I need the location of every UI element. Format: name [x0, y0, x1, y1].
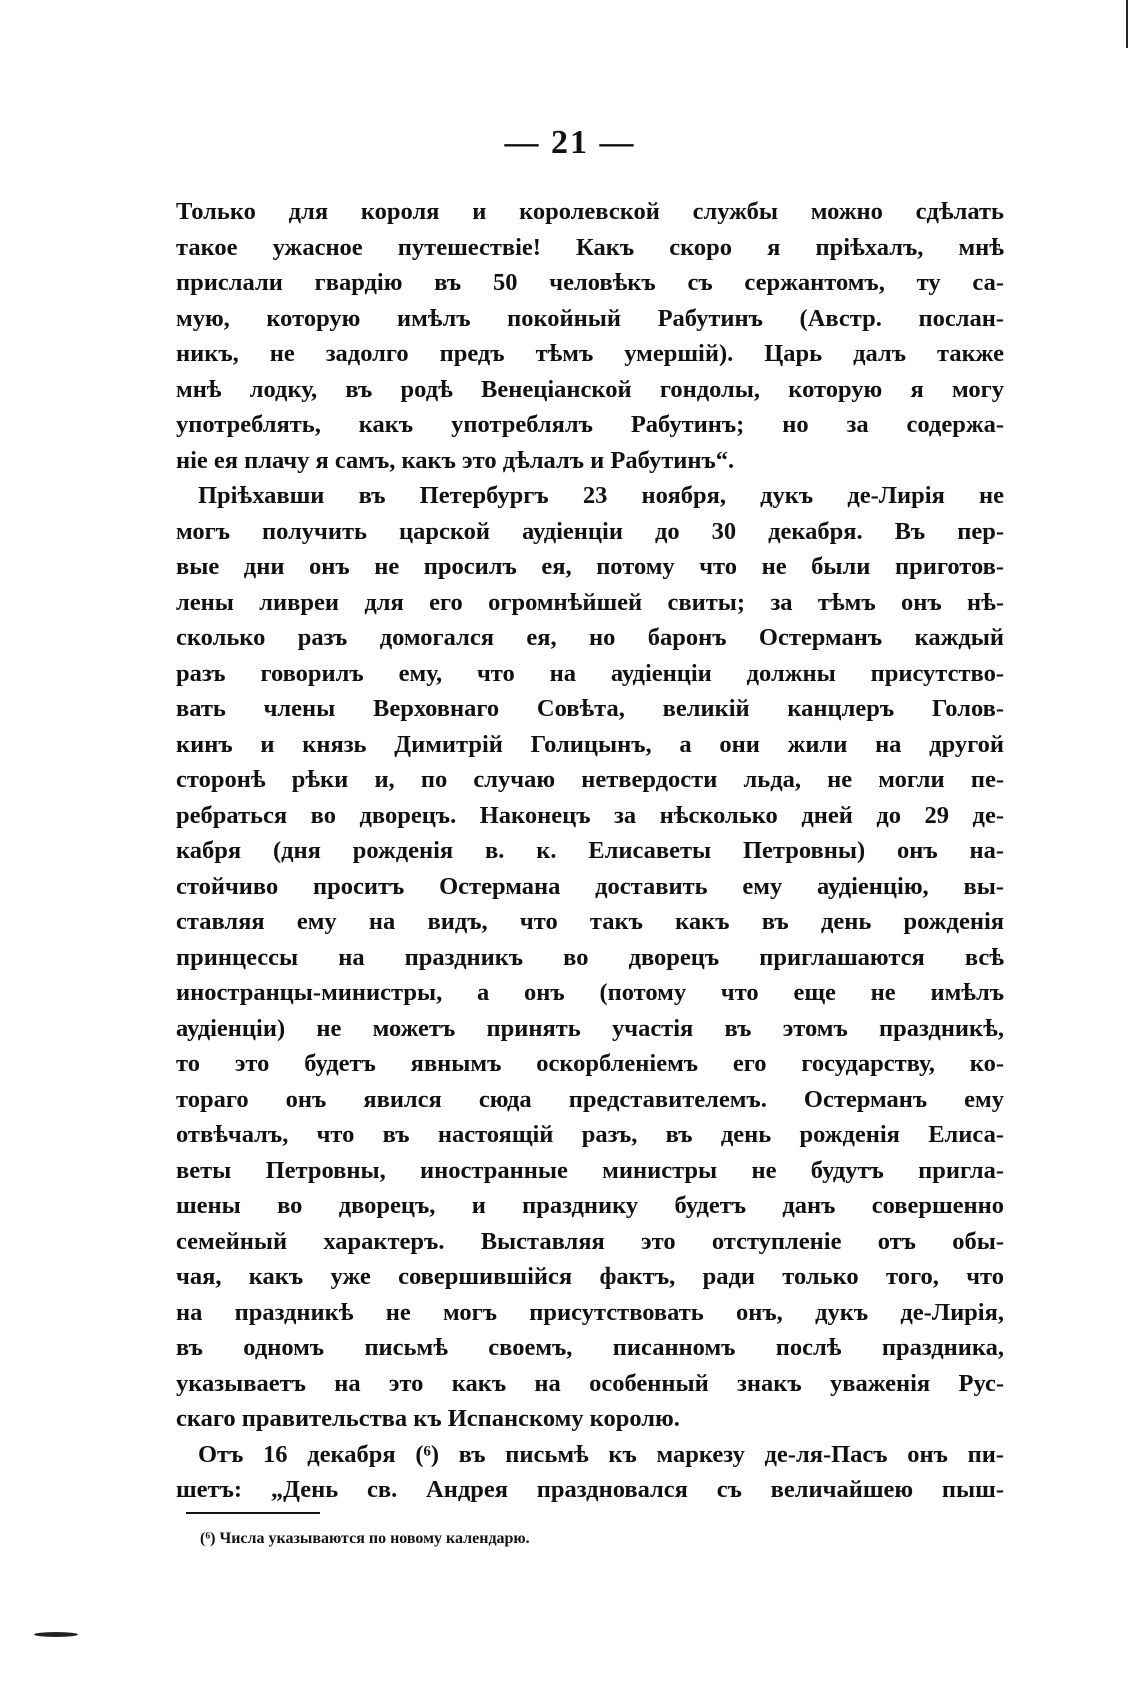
text-line: иностранцы-министры, а онъ (потому что еще не имѣлъ — [176, 979, 1004, 1006]
body-text — [176, 194, 1004, 1508]
text-line: Только для короля и королевской службы можно сдѣлать — [176, 198, 1004, 225]
text-line: тораго онъ явился сюда представителемъ. Остерманъ ему — [176, 1085, 1004, 1113]
text-line: мнѣ лодку, въ родѣ Венеціанской гондолы, которую я могу — [176, 375, 1004, 403]
text-line: вые дни онъ не просилъ ея, потому что не были приготов- — [176, 553, 1004, 580]
text-line: шены во дворецъ, и празднику будетъ данъ совершенно — [176, 1192, 1004, 1219]
text-line: такое ужасное путешествіе! Какъ скоро я пріѣхалъ, мнѣ — [176, 233, 1004, 261]
text-line: семейный характеръ. Выставляя это отступленіе отъ обы- — [176, 1227, 1004, 1255]
text-line: скаго правительства къ Испанскому королю. — [176, 1405, 680, 1432]
footnote-divider — [186, 1512, 320, 1514]
text-line: сколько разъ домогался ея, но баронъ Остерманъ каждый — [176, 624, 1004, 651]
text-line: шетъ: „День св. Андрея праздновался съ величайшею пыш- — [176, 1476, 1004, 1503]
text-line: могъ получить царской аудіенціи до 30 декабря. Въ пер- — [176, 517, 1004, 545]
text-line: прислали гвардію въ 50 человѣкъ съ сержантомъ, ту са- — [176, 269, 1004, 296]
page-edge-mark — [1126, 0, 1128, 48]
text-line: Отъ 16 декабря (⁶) въ письмѣ къ маркезу де-ля-Пасъ онъ пи- — [198, 1440, 1004, 1468]
text-line: то это будетъ явнымъ оскорбленіемъ его государству, ко- — [176, 1050, 1004, 1077]
text-line: принцессы на праздникъ во дворецъ приглашаются всѣ — [176, 943, 1004, 971]
text-line: употреблять, какъ употреблялъ Рабутинъ; но за содержа- — [176, 411, 1004, 438]
text-line: кабря (дня рожденія в. к. Елисаветы Петровны) онъ на- — [176, 837, 1004, 864]
text-line: ніе ея плачу я самъ, какъ это дѣлалъ и Рабутинъ“. — [176, 446, 735, 474]
text-line: ребраться во дворецъ. Наконецъ за нѣсколько дней до 29 де- — [176, 801, 1004, 829]
text-line: лены ливреи для его огромнѣйшей свиты; за тѣмъ онъ нѣ- — [176, 588, 1004, 616]
text-line: кинъ и князь Димитрій Голицынъ, а они жили на другой — [176, 730, 1004, 758]
text-line: аудіенціи) не можетъ принять участія въ этомъ праздникѣ, — [176, 1014, 1004, 1042]
text-line: ставляя ему на видъ, что такъ какъ въ день рожденія — [176, 908, 1004, 935]
text-line: на праздникѣ не могъ присутствовать онъ, дукъ де-Лирія, — [176, 1298, 1004, 1326]
text-line: отвѣчалъ, что въ настоящій разъ, въ день рожденія Елиса- — [176, 1121, 1004, 1148]
text-line: вать члены Верховнаго Совѣта, великій канцлеръ Голов- — [176, 695, 1004, 722]
text-line: чая, какъ уже совершившійся фактъ, ради только того, что — [176, 1263, 1004, 1290]
text-line: сторонѣ рѣки и, по случаю нетвердости льда, не могли пе- — [176, 766, 1004, 793]
text-line: разъ говорилъ ему, что на аудіенціи должны присутство- — [176, 659, 1004, 687]
text-line: никъ, не задолго предъ тѣмъ умершій). Царь далъ также — [176, 340, 1004, 367]
text-line: въ одномъ письмѣ своемъ, писанномъ послѣ праздника, — [176, 1334, 1004, 1361]
footnote: (⁶) Числа указываются по новому календарю. — [200, 1530, 530, 1547]
text-line: указываетъ на это какъ на особенный знакъ уваженія Рус- — [176, 1369, 1004, 1397]
text-line: веты Петровны, иностранные министры не будутъ пригла- — [176, 1156, 1004, 1184]
text-line: Пріѣхавши въ Петербургъ 23 ноября, дукъ де-Лирія не — [198, 482, 1004, 509]
ink-blot — [34, 1632, 78, 1637]
text-line: стойчиво проситъ Остермана доставить ему аудіенцію, вы- — [176, 872, 1004, 900]
page-number: — 21 — — [504, 124, 636, 161]
text-line: мую, которую имѣлъ покойный Рабутинъ (Австр. послан- — [176, 304, 1004, 332]
